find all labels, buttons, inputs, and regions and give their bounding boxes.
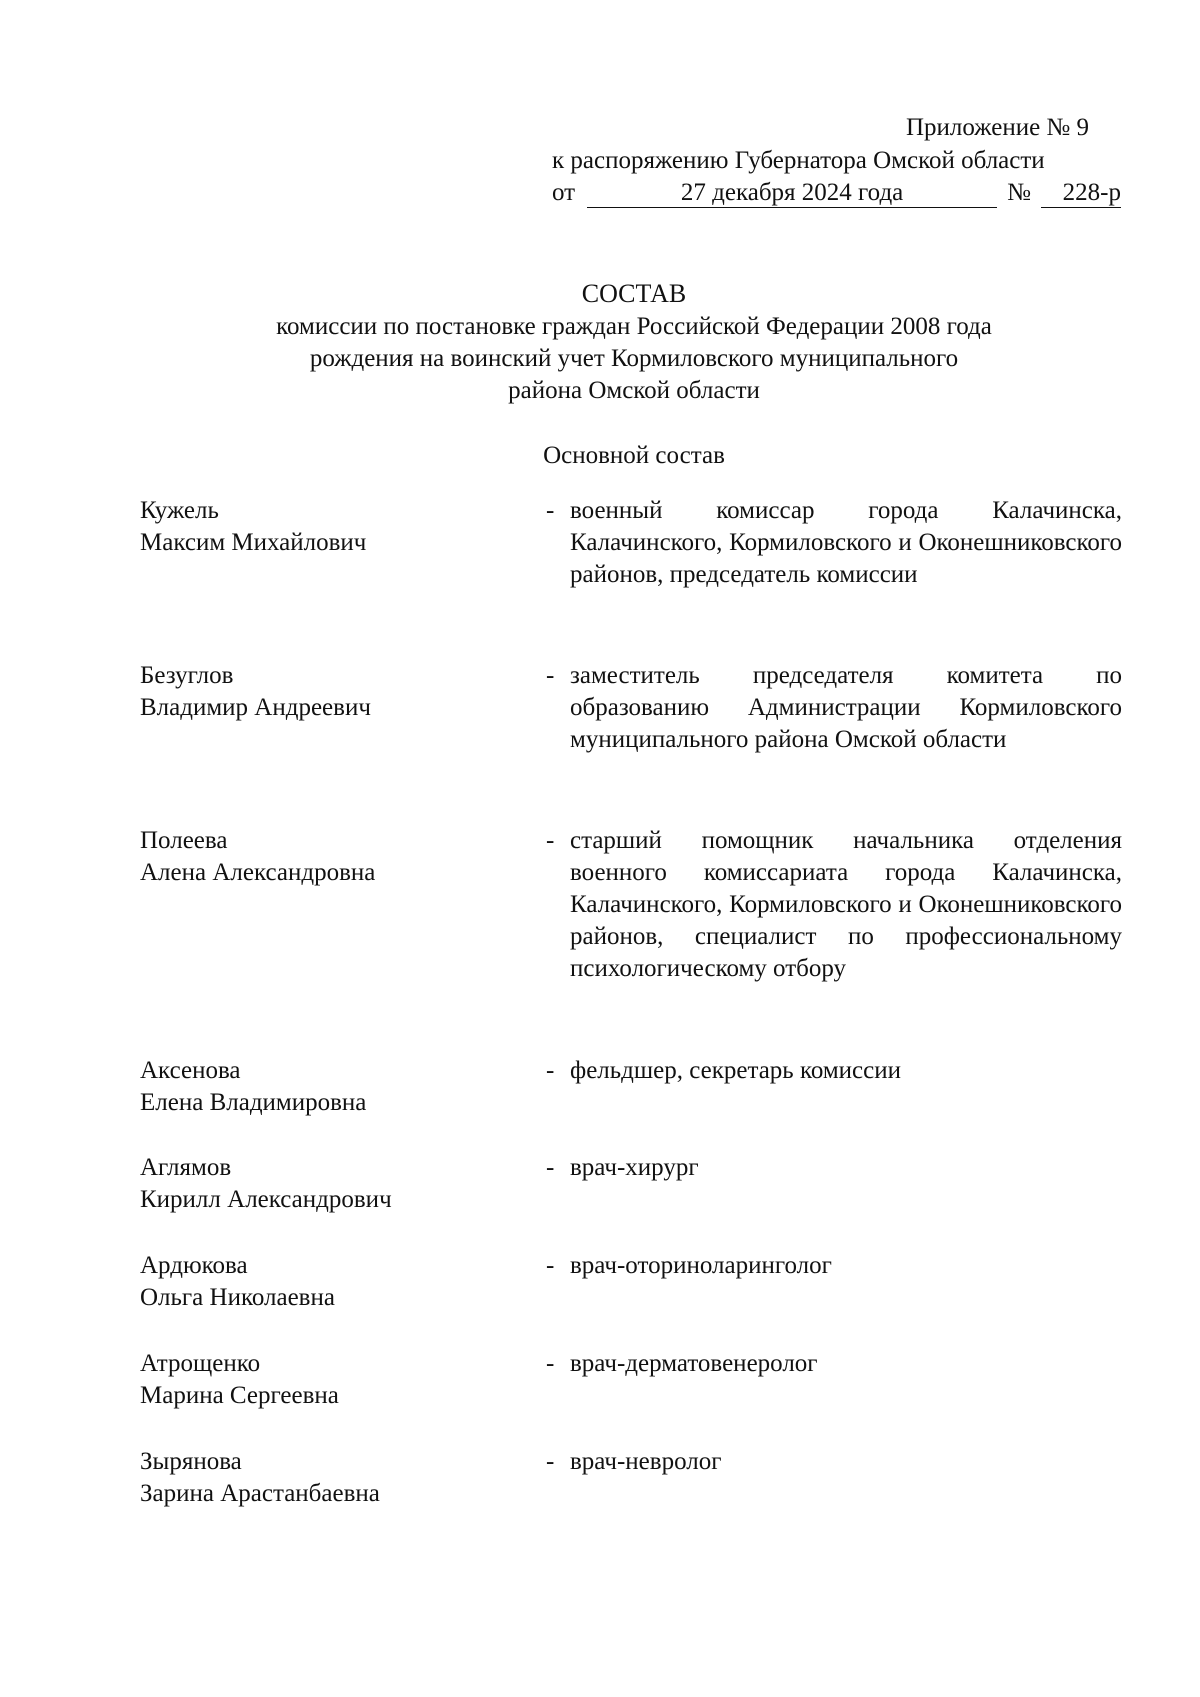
member-role: военный комиссар города Калачинска, Калачинского, Кормиловского и Оконешниковского районов, председатель комиссии: [570, 497, 1122, 588]
member-name: [140, 1055, 540, 1119]
appendix-title: Приложение № 9: [906, 114, 1090, 141]
member-role: фельдшер, секретарь комиссии: [570, 1057, 902, 1084]
member-dash: -: [546, 1057, 555, 1084]
member-name: [140, 1152, 540, 1216]
member-role: врач-хирург: [570, 1154, 699, 1181]
member-name: [140, 495, 540, 559]
document-subtitle-line: комиссии по постановке граждан Российской Федерации 2008 года: [276, 313, 992, 340]
member-dash: -: [546, 1252, 555, 1279]
member-given-names: Максим Михайлович: [140, 529, 367, 556]
section-title: Основной состав: [543, 442, 725, 469]
member-given-names: Алена Александровна: [140, 859, 376, 886]
member-surname: Аксенова: [140, 1057, 241, 1084]
member-surname: Зырянова: [140, 1448, 242, 1475]
document-subtitle-line: района Омской области: [508, 377, 760, 404]
member-given-names: Ольга Николаевна: [140, 1284, 335, 1311]
member-role: врач-дерматовенеролог: [570, 1350, 818, 1377]
member-given-names: Марина Сергеевна: [140, 1382, 339, 1409]
date-value: 27 декабря 2024 года: [587, 179, 997, 208]
member-dash: -: [546, 827, 555, 854]
member-dash: -: [546, 1154, 555, 1181]
member-name: [140, 1446, 540, 1510]
member-dash: -: [546, 497, 555, 524]
member-role: врач-невролог: [570, 1448, 722, 1475]
member-surname: Безуглов: [140, 662, 234, 689]
member-role: врач-оториноларинголог: [570, 1252, 832, 1279]
member-name: [140, 1250, 540, 1314]
member-given-names: Владимир Андреевич: [140, 694, 371, 721]
document-subtitle-line: рождения на воинский учет Кормиловского муниципального: [309, 345, 959, 372]
appendix-date-line: [552, 177, 1121, 209]
number-sign: №: [1007, 179, 1031, 206]
member-dash: -: [546, 1350, 555, 1377]
appendix-order-text: к распоряжению Губернатора Омской области: [552, 147, 1045, 174]
member-given-names: Елена Владимировна: [140, 1089, 367, 1116]
member-given-names: Кирилл Александрович: [140, 1186, 392, 1213]
member-surname: Полеева: [140, 827, 228, 854]
member-surname: Атрощенко: [140, 1350, 261, 1377]
member-surname: Ардюкова: [140, 1252, 248, 1279]
member-given-names: Зарина Арастанбаевна: [140, 1480, 380, 1507]
order-number: 228-р: [1041, 179, 1121, 208]
member-surname: Кужель: [140, 497, 219, 524]
member-name: [140, 660, 540, 724]
member-surname: Аглямов: [140, 1154, 232, 1181]
member-name: [140, 825, 540, 889]
member-role: заместитель председателя комитета по образованию Администрации Кормиловского муниципального района Омской области: [570, 662, 1122, 753]
document-heading: СОСТАВ: [581, 279, 687, 308]
member-dash: -: [546, 1448, 555, 1475]
member-name: [140, 1348, 540, 1412]
member-role: старший помощник начальника отделения военного комиссариата города Калачинска, Калачинского, Кормиловского и Оконешниковского районов, специалист по профессиональному психологическому отбору: [570, 827, 1122, 982]
date-prefix: от: [552, 179, 576, 206]
member-dash: -: [546, 662, 555, 689]
